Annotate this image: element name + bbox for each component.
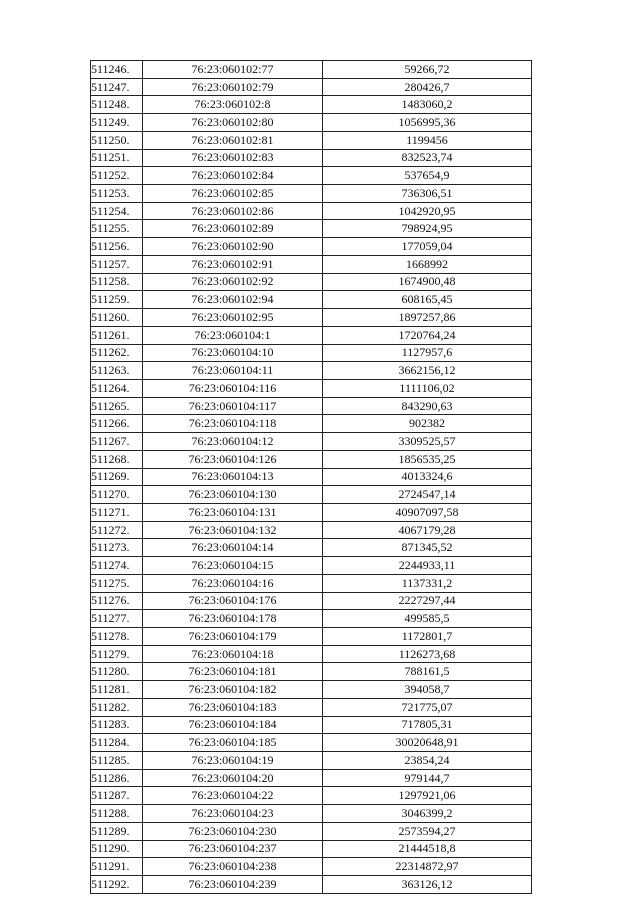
table-row bbox=[91, 734, 532, 752]
row-number-cell: 511275. bbox=[91, 574, 143, 592]
cadastral-number-cell: 76:23:060102:81 bbox=[143, 131, 323, 149]
table-row bbox=[91, 858, 532, 876]
table-row bbox=[91, 592, 532, 610]
cadastral-number-cell: 76:23:060104:1 bbox=[143, 326, 323, 344]
row-number-cell: 511282. bbox=[91, 698, 143, 716]
table-row bbox=[91, 362, 532, 380]
cadastral-number-cell: 76:23:060104:131 bbox=[143, 503, 323, 521]
row-number-cell: 511265. bbox=[91, 397, 143, 415]
row-number-cell: 511248. bbox=[91, 96, 143, 114]
cadastral-number-cell: 76:23:060104:178 bbox=[143, 610, 323, 628]
cadastral-value-cell: 23854,24 bbox=[323, 752, 532, 770]
cadastral-number-cell: 76:23:060104:239 bbox=[143, 876, 323, 894]
row-number-cell: 511262. bbox=[91, 344, 143, 362]
cadastral-number-cell: 76:23:060102:95 bbox=[143, 309, 323, 327]
row-number-cell: 511250. bbox=[91, 131, 143, 149]
row-number-cell: 511278. bbox=[91, 628, 143, 646]
table-row bbox=[91, 539, 532, 557]
table-row bbox=[91, 468, 532, 486]
row-number-cell: 511256. bbox=[91, 238, 143, 256]
cadastral-number-cell: 76:23:060104:179 bbox=[143, 628, 323, 646]
cadastral-value-cell: 394058,7 bbox=[323, 681, 532, 699]
row-number-cell: 511271. bbox=[91, 503, 143, 521]
cadastral-value-cell: 4067179,28 bbox=[323, 521, 532, 539]
table-row bbox=[91, 716, 532, 734]
cadastral-value-cell: 2244933,11 bbox=[323, 557, 532, 575]
cadastral-value-cell: 979144,7 bbox=[323, 769, 532, 787]
table-row bbox=[91, 238, 532, 256]
cadastral-value-cell: 1056995,36 bbox=[323, 114, 532, 132]
cadastral-number-cell: 76:23:060102:86 bbox=[143, 202, 323, 220]
cadastral-value-cell: 22314872,97 bbox=[323, 858, 532, 876]
cadastral-number-cell: 76:23:060104:12 bbox=[143, 433, 323, 451]
cadastral-value-cell: 4013324,6 bbox=[323, 468, 532, 486]
cadastral-value-cell: 1172801,7 bbox=[323, 628, 532, 646]
table-row bbox=[91, 309, 532, 327]
table-row bbox=[91, 503, 532, 521]
row-number-cell: 511254. bbox=[91, 202, 143, 220]
row-number-cell: 511267. bbox=[91, 433, 143, 451]
table-row bbox=[91, 344, 532, 362]
cadastral-number-cell: 76:23:060104:182 bbox=[143, 681, 323, 699]
cadastral-value-cell: 788161,5 bbox=[323, 663, 532, 681]
cadastral-value-cell: 902382 bbox=[323, 415, 532, 433]
table-row bbox=[91, 840, 532, 858]
cadastral-number-cell: 76:23:060102:79 bbox=[143, 78, 323, 96]
cadastral-value-cell: 280426,7 bbox=[323, 78, 532, 96]
cadastral-number-cell: 76:23:060104:238 bbox=[143, 858, 323, 876]
table-row bbox=[91, 273, 532, 291]
row-number-cell: 511276. bbox=[91, 592, 143, 610]
table-row bbox=[91, 291, 532, 309]
row-number-cell: 511264. bbox=[91, 379, 143, 397]
table-row bbox=[91, 574, 532, 592]
cadastral-value-cell: 1042920,95 bbox=[323, 202, 532, 220]
cadastral-number-cell: 76:23:060104:22 bbox=[143, 787, 323, 805]
row-number-cell: 511257. bbox=[91, 255, 143, 273]
cadastral-number-cell: 76:23:060104:184 bbox=[143, 716, 323, 734]
cadastral-number-cell: 76:23:060102:84 bbox=[143, 167, 323, 185]
cadastral-value-cell: 499585,5 bbox=[323, 610, 532, 628]
cadastral-number-cell: 76:23:060104:15 bbox=[143, 557, 323, 575]
cadastral-value-cell: 40907097,58 bbox=[323, 503, 532, 521]
cadastral-number-cell: 76:23:060102:89 bbox=[143, 220, 323, 238]
cadastral-number-cell: 76:23:060104:183 bbox=[143, 698, 323, 716]
cadastral-number-cell: 76:23:060104:13 bbox=[143, 468, 323, 486]
table-row bbox=[91, 681, 532, 699]
cadastral-number-cell: 76:23:060104:118 bbox=[143, 415, 323, 433]
cadastral-number-cell: 76:23:060102:91 bbox=[143, 255, 323, 273]
row-number-cell: 511252. bbox=[91, 167, 143, 185]
cadastral-number-cell: 76:23:060102:94 bbox=[143, 291, 323, 309]
row-number-cell: 511287. bbox=[91, 787, 143, 805]
row-number-cell: 511292. bbox=[91, 876, 143, 894]
cadastral-value-cell: 2573594,27 bbox=[323, 822, 532, 840]
table-body bbox=[91, 61, 532, 894]
row-number-cell: 511283. bbox=[91, 716, 143, 734]
cadastral-value-cell: 721775,07 bbox=[323, 698, 532, 716]
cadastral-number-cell: 76:23:060102:80 bbox=[143, 114, 323, 132]
table-row bbox=[91, 149, 532, 167]
table-row bbox=[91, 610, 532, 628]
cadastral-value-cell: 30020648,91 bbox=[323, 734, 532, 752]
cadastral-number-cell: 76:23:060104:181 bbox=[143, 663, 323, 681]
cadastral-value-cell: 21444518,8 bbox=[323, 840, 532, 858]
row-number-cell: 511291. bbox=[91, 858, 143, 876]
row-number-cell: 511263. bbox=[91, 362, 143, 380]
cadastral-value-cell: 2227297,44 bbox=[323, 592, 532, 610]
cadastral-number-cell: 76:23:060104:176 bbox=[143, 592, 323, 610]
row-number-cell: 511290. bbox=[91, 840, 143, 858]
cadastral-value-cell: 832523,74 bbox=[323, 149, 532, 167]
cadastral-value-cell: 717805,31 bbox=[323, 716, 532, 734]
cadastral-number-cell: 76:23:060102:92 bbox=[143, 273, 323, 291]
cadastral-value-cell: 2724547,14 bbox=[323, 486, 532, 504]
table-row bbox=[91, 379, 532, 397]
row-number-cell: 511285. bbox=[91, 752, 143, 770]
table-row bbox=[91, 96, 532, 114]
cadastral-number-cell: 76:23:060104:10 bbox=[143, 344, 323, 362]
row-number-cell: 511255. bbox=[91, 220, 143, 238]
row-number-cell: 511279. bbox=[91, 645, 143, 663]
table-row bbox=[91, 433, 532, 451]
cadastral-number-cell: 76:23:060104:19 bbox=[143, 752, 323, 770]
cadastral-value-cell: 1111106,02 bbox=[323, 379, 532, 397]
cadastral-value-cell: 1126273,68 bbox=[323, 645, 532, 663]
cadastral-number-cell: 76:23:060102:8 bbox=[143, 96, 323, 114]
cadastral-value-cell: 608165,45 bbox=[323, 291, 532, 309]
cadastral-number-cell: 76:23:060104:237 bbox=[143, 840, 323, 858]
cadastral-value-cell: 177059,04 bbox=[323, 238, 532, 256]
row-number-cell: 511281. bbox=[91, 681, 143, 699]
table-row bbox=[91, 628, 532, 646]
table-row bbox=[91, 450, 532, 468]
cadastral-value-cell: 1668992 bbox=[323, 255, 532, 273]
cadastral-value-cell: 871345,52 bbox=[323, 539, 532, 557]
row-number-cell: 511286. bbox=[91, 769, 143, 787]
cadastral-number-cell: 76:23:060104:132 bbox=[143, 521, 323, 539]
table-row bbox=[91, 752, 532, 770]
row-number-cell: 511261. bbox=[91, 326, 143, 344]
cadastral-number-cell: 76:23:060104:117 bbox=[143, 397, 323, 415]
table-row bbox=[91, 521, 532, 539]
row-number-cell: 511269. bbox=[91, 468, 143, 486]
row-number-cell: 511259. bbox=[91, 291, 143, 309]
cadastral-value-cell: 1483060,2 bbox=[323, 96, 532, 114]
table-row bbox=[91, 663, 532, 681]
row-number-cell: 511280. bbox=[91, 663, 143, 681]
table-row bbox=[91, 415, 532, 433]
table-row bbox=[91, 326, 532, 344]
cadastral-value-cell: 1137331,2 bbox=[323, 574, 532, 592]
table-row bbox=[91, 78, 532, 96]
table-row bbox=[91, 805, 532, 823]
cadastral-value-cell: 1720764,24 bbox=[323, 326, 532, 344]
cadastral-number-cell: 76:23:060102:90 bbox=[143, 238, 323, 256]
table-row bbox=[91, 486, 532, 504]
cadastral-number-cell: 76:23:060102:77 bbox=[143, 61, 323, 79]
cadastral-number-cell: 76:23:060104:18 bbox=[143, 645, 323, 663]
cadastral-number-cell: 76:23:060104:11 bbox=[143, 362, 323, 380]
table-row bbox=[91, 185, 532, 203]
table-row bbox=[91, 787, 532, 805]
cadastral-number-cell: 76:23:060104:230 bbox=[143, 822, 323, 840]
cadastral-value-table bbox=[90, 60, 532, 894]
row-number-cell: 511272. bbox=[91, 521, 143, 539]
cadastral-value-cell: 3662156,12 bbox=[323, 362, 532, 380]
cadastral-number-cell: 76:23:060104:126 bbox=[143, 450, 323, 468]
table-row bbox=[91, 131, 532, 149]
row-number-cell: 511247. bbox=[91, 78, 143, 96]
cadastral-value-cell: 363126,12 bbox=[323, 876, 532, 894]
row-number-cell: 511289. bbox=[91, 822, 143, 840]
row-number-cell: 511258. bbox=[91, 273, 143, 291]
cadastral-number-cell: 76:23:060104:116 bbox=[143, 379, 323, 397]
cadastral-value-cell: 736306,51 bbox=[323, 185, 532, 203]
table-row bbox=[91, 114, 532, 132]
cadastral-value-cell: 1127957,6 bbox=[323, 344, 532, 362]
table-row bbox=[91, 876, 532, 894]
cadastral-value-cell: 59266,72 bbox=[323, 61, 532, 79]
cadastral-value-cell: 3046399,2 bbox=[323, 805, 532, 823]
row-number-cell: 511251. bbox=[91, 149, 143, 167]
cadastral-value-cell: 843290,63 bbox=[323, 397, 532, 415]
cadastral-value-cell: 3309525,57 bbox=[323, 433, 532, 451]
row-number-cell: 511288. bbox=[91, 805, 143, 823]
row-number-cell: 511266. bbox=[91, 415, 143, 433]
cadastral-value-cell: 1199456 bbox=[323, 131, 532, 149]
cadastral-number-cell: 76:23:060102:83 bbox=[143, 149, 323, 167]
cadastral-value-cell: 1297921,06 bbox=[323, 787, 532, 805]
cadastral-number-cell: 76:23:060104:14 bbox=[143, 539, 323, 557]
cadastral-number-cell: 76:23:060104:20 bbox=[143, 769, 323, 787]
cadastral-number-cell: 76:23:060104:23 bbox=[143, 805, 323, 823]
row-number-cell: 511274. bbox=[91, 557, 143, 575]
row-number-cell: 511270. bbox=[91, 486, 143, 504]
cadastral-value-cell: 1674900,48 bbox=[323, 273, 532, 291]
cadastral-number-cell: 76:23:060104:130 bbox=[143, 486, 323, 504]
table-row bbox=[91, 220, 532, 238]
table-row bbox=[91, 698, 532, 716]
row-number-cell: 511249. bbox=[91, 114, 143, 132]
cadastral-number-cell: 76:23:060104:185 bbox=[143, 734, 323, 752]
table-row bbox=[91, 645, 532, 663]
row-number-cell: 511273. bbox=[91, 539, 143, 557]
table-row bbox=[91, 822, 532, 840]
row-number-cell: 511268. bbox=[91, 450, 143, 468]
row-number-cell: 511277. bbox=[91, 610, 143, 628]
row-number-cell: 511253. bbox=[91, 185, 143, 203]
table-row bbox=[91, 397, 532, 415]
table-row bbox=[91, 255, 532, 273]
cadastral-number-cell: 76:23:060102:85 bbox=[143, 185, 323, 203]
cadastral-value-cell: 537654,9 bbox=[323, 167, 532, 185]
table-row bbox=[91, 769, 532, 787]
table-row bbox=[91, 557, 532, 575]
row-number-cell: 511284. bbox=[91, 734, 143, 752]
cadastral-number-cell: 76:23:060104:16 bbox=[143, 574, 323, 592]
table-row bbox=[91, 61, 532, 79]
cadastral-value-cell: 1856535,25 bbox=[323, 450, 532, 468]
cadastral-value-cell: 1897257,86 bbox=[323, 309, 532, 327]
table-row bbox=[91, 202, 532, 220]
row-number-cell: 511260. bbox=[91, 309, 143, 327]
table-row bbox=[91, 167, 532, 185]
row-number-cell: 511246. bbox=[91, 61, 143, 79]
cadastral-value-cell: 798924,95 bbox=[323, 220, 532, 238]
